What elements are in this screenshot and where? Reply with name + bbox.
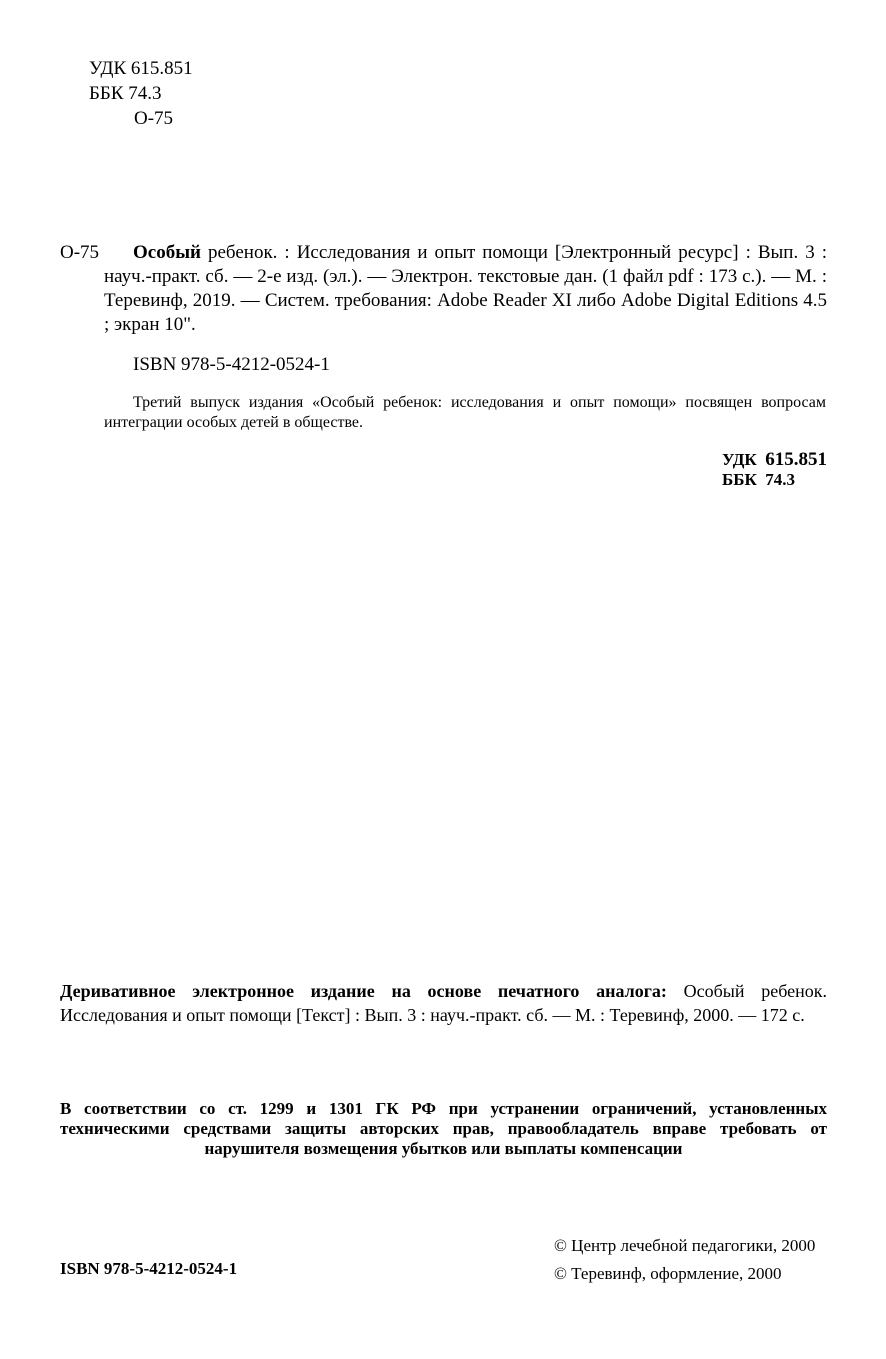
derivative-heading: Деривативное электронное издание на основе печатного аналога: bbox=[60, 981, 667, 1001]
udk-code-right: УДК 615.851 bbox=[721, 449, 827, 470]
copyright-line: © Центр лечебной педагогики, 2000 bbox=[554, 1236, 816, 1255]
entry-author-sign: О-75 bbox=[60, 242, 100, 263]
bibliographic-entry bbox=[60, 241, 827, 337]
author-sign: О-75 bbox=[134, 108, 174, 129]
classification-codes bbox=[89, 56, 193, 131]
annotation: Третий выпуск издания «Особый ребенок: исследования и опыт помощи» посвящен вопросам интеграции особых детей в обществе. bbox=[104, 394, 826, 431]
entry-body bbox=[60, 241, 827, 337]
copyright-line: © Теревинф, оформление, 2000 bbox=[554, 1264, 782, 1283]
bbk-code-right: ББК 74.3 bbox=[721, 470, 796, 489]
classification-codes-right bbox=[722, 450, 827, 490]
bbk-code: ББК 74.3 bbox=[89, 83, 162, 104]
legal-notice: В соответствии со ст. 1299 и 1301 ГК РФ при устранении ограничений, установленных техническими средствами защиты авторских прав, правообладатель вправе требовать от нарушителя возмещения убытков или выплаты компенсации bbox=[60, 1099, 827, 1158]
isbn-top: ISBN 978-5-4212-0524-1 bbox=[133, 354, 330, 375]
derivative-edition-note bbox=[60, 979, 827, 1027]
entry-description: ребенок. : Исследования и опыт помощи [Электронный ресурс] : Вып. 3 : науч.-практ. сб. — 2-е изд. (эл.). — Электрон. текстовые дан. (1 файл pdf : 173 с.). — М. : Теревинф, 2019. — Систем. требования: Adobe Reader XI либо Adobe Digital Editions 4.5 ; экран 10". bbox=[104, 242, 827, 335]
entry-title: Особый bbox=[133, 242, 201, 263]
derivative-text: Особый ребенок. Исследования и опыт помощи [Текст] : Вып. 3 : науч.-практ. сб. — М. : Теревинф, 2000. — 172 с. bbox=[60, 981, 828, 1025]
isbn-bottom: ISBN 978-5-4212-0524-1 bbox=[60, 1259, 238, 1278]
udk-code: УДК 615.851 bbox=[89, 58, 193, 79]
copyright-block bbox=[554, 1232, 815, 1288]
